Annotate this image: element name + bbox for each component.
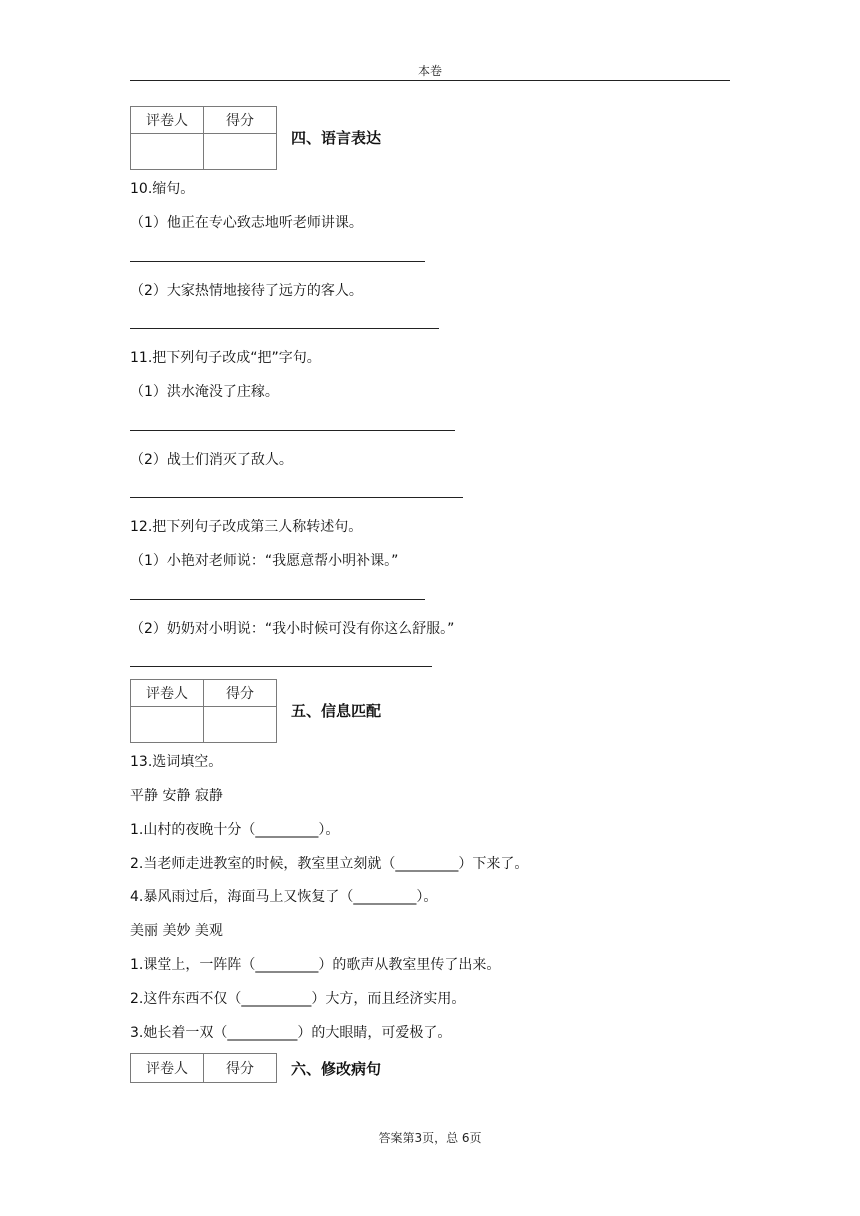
answer-line-10-2[interactable] (130, 328, 439, 329)
answer-line-12-1[interactable] (130, 599, 425, 600)
question-10-stem: 10.缩句。 (130, 181, 195, 197)
question-12-item-2: （2）奶奶对小明说：“我小时候可没有你这么舒服。” (130, 621, 455, 637)
score-table-grader-label: 评卷人 (131, 107, 204, 134)
answer-line-10-1[interactable] (130, 261, 425, 262)
fill-blank-item: 1.课堂上，一阵阵（_________）的歌声从教室里传了出来。 (130, 957, 501, 973)
section-title-4: 四、语言表达 (291, 129, 382, 147)
score-table-score-label: 得分 (204, 1054, 277, 1083)
question-11-item-1: （1）洪水淹没了庄稼。 (130, 384, 279, 400)
score-table-score-cell[interactable] (204, 707, 277, 743)
answer-line-12-2[interactable] (130, 666, 432, 667)
question-13-stem: 13.选词填空。 (130, 754, 223, 770)
question-11-stem: 11.把下列句子改成“把”字句。 (130, 350, 321, 366)
question-11-item-2: （2）战士们消灭了敌人。 (130, 452, 293, 468)
section-title-6: 六、修改病句 (291, 1060, 382, 1078)
fill-blank-item: 4.暴风雨过后，海面马上又恢复了（_________）。 (130, 889, 438, 905)
score-table-section-6 (130, 1053, 277, 1083)
score-table-grader-label: 评卷人 (131, 1054, 204, 1083)
score-table-grader-cell[interactable] (131, 707, 204, 743)
answer-line-11-2[interactable] (130, 497, 463, 498)
fill-blank-item: 1.山村的夜晚十分（_________）。 (130, 822, 340, 838)
page-header-title: 本卷 (417, 64, 442, 78)
fill-blank-item: 2.这件东西不仅（__________）大方，而且经济实用。 (130, 991, 466, 1007)
section-title-5: 五、信息匹配 (291, 702, 382, 720)
score-table-score-label: 得分 (204, 107, 277, 134)
answer-line-11-1[interactable] (130, 430, 455, 431)
page-footer: 答案第3页，总 6页 (378, 1131, 482, 1145)
question-10-item-2: （2）大家热情地接待了远方的客人。 (130, 283, 363, 299)
word-bank-2: 美丽 美妙 美观 (130, 923, 223, 939)
fill-blank-item: 2.当老师走进教室的时候，教室里立刻就（_________）下来了。 (130, 856, 529, 872)
score-table-grader-cell[interactable] (131, 134, 204, 170)
score-table-score-cell[interactable] (204, 134, 277, 170)
fill-blank-item: 3.她长着一双（__________）的大眼睛，可爱极了。 (130, 1025, 452, 1041)
score-table-section-5 (130, 679, 277, 743)
word-bank-1: 平静 安静 寂静 (130, 788, 223, 804)
header-divider (130, 80, 730, 81)
question-12-stem: 12.把下列句子改成第三人称转述句。 (130, 519, 363, 535)
score-table-section-4 (130, 106, 277, 170)
question-12-item-1: （1）小艳对老师说：“我愿意帮小明补课。” (130, 553, 399, 569)
question-10-item-1: （1）他正在专心致志地听老师讲课。 (130, 215, 363, 231)
score-table-grader-label: 评卷人 (131, 680, 204, 707)
score-table-score-label: 得分 (204, 680, 277, 707)
